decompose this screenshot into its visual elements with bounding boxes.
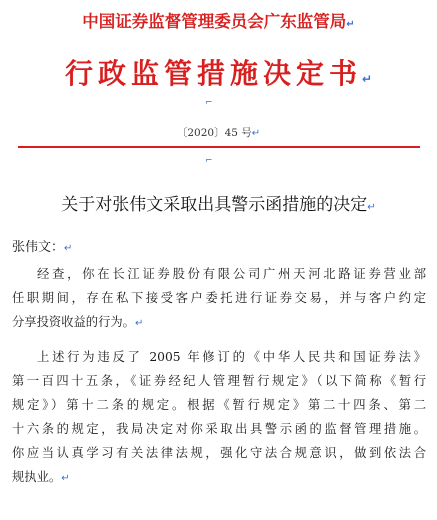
body-line-text: 分享投资收益的行为。 [12, 315, 135, 329]
body-line: 规定》）第十二条的规定。根据《暂行规定》第二十四条、第二 [12, 398, 426, 412]
body-line: 你应当认真学习有关法律法规，强化守法合规意识，做到依法合 [12, 446, 426, 460]
paragraph-mark-icon: ↵ [61, 473, 70, 484]
body-line-text: 规执业。 [12, 470, 62, 484]
paragraph-mark-icon: ↵ [251, 128, 261, 139]
body-line: 任职期间，存在私下接受客户委托进行证券交易，并与客户约定 [12, 291, 426, 305]
header-divider-rule [18, 146, 420, 148]
document-type-heading [0, 52, 437, 92]
body-line [12, 465, 426, 489]
body-line: 十六条的规定，我局决定对你采取出具警示函的监督管理措施。 [12, 422, 426, 436]
body-line: 经查，你在长江证券股份有限公司广州天河北路证券营业部 [37, 267, 426, 281]
addressee-text: 张伟文： [12, 240, 65, 255]
addressee [12, 236, 72, 255]
body-line: 第一百四十五条，《证券经纪人管理暂行规定》（以下简称《暂行 [12, 374, 426, 388]
decision-title-text: 关于对张伟文采取出具警示函措施的决定 [61, 195, 368, 215]
body-paragraph-decision [12, 345, 426, 489]
document-number [0, 125, 437, 140]
paragraph-mark-icon: ↵ [134, 318, 144, 329]
decision-title [0, 190, 437, 215]
paragraph-mark-icon: ↵ [346, 19, 355, 30]
blank-line-mark-icon: ⌐ [205, 156, 213, 166]
paragraph-mark-icon: ↵ [367, 202, 376, 213]
issuing-agency [0, 8, 437, 32]
paragraph-mark-icon: ↵ [64, 243, 73, 254]
body-line [12, 310, 426, 334]
paragraph-mark-icon: ↵ [361, 72, 373, 86]
body-paragraph-findings [12, 262, 426, 334]
document-number-text: 〔2020〕45 号 [176, 127, 252, 139]
blank-line-mark-icon: ⌐ [205, 98, 213, 108]
body-line: 上述行为违反了 2005 年修订的《中华人民共和国证券法》 [37, 350, 426, 364]
document-type-text: 行政监管措施决定书 [64, 57, 362, 90]
issuing-agency-text: 中国证券监督管理委员会广东监管局 [82, 12, 347, 31]
